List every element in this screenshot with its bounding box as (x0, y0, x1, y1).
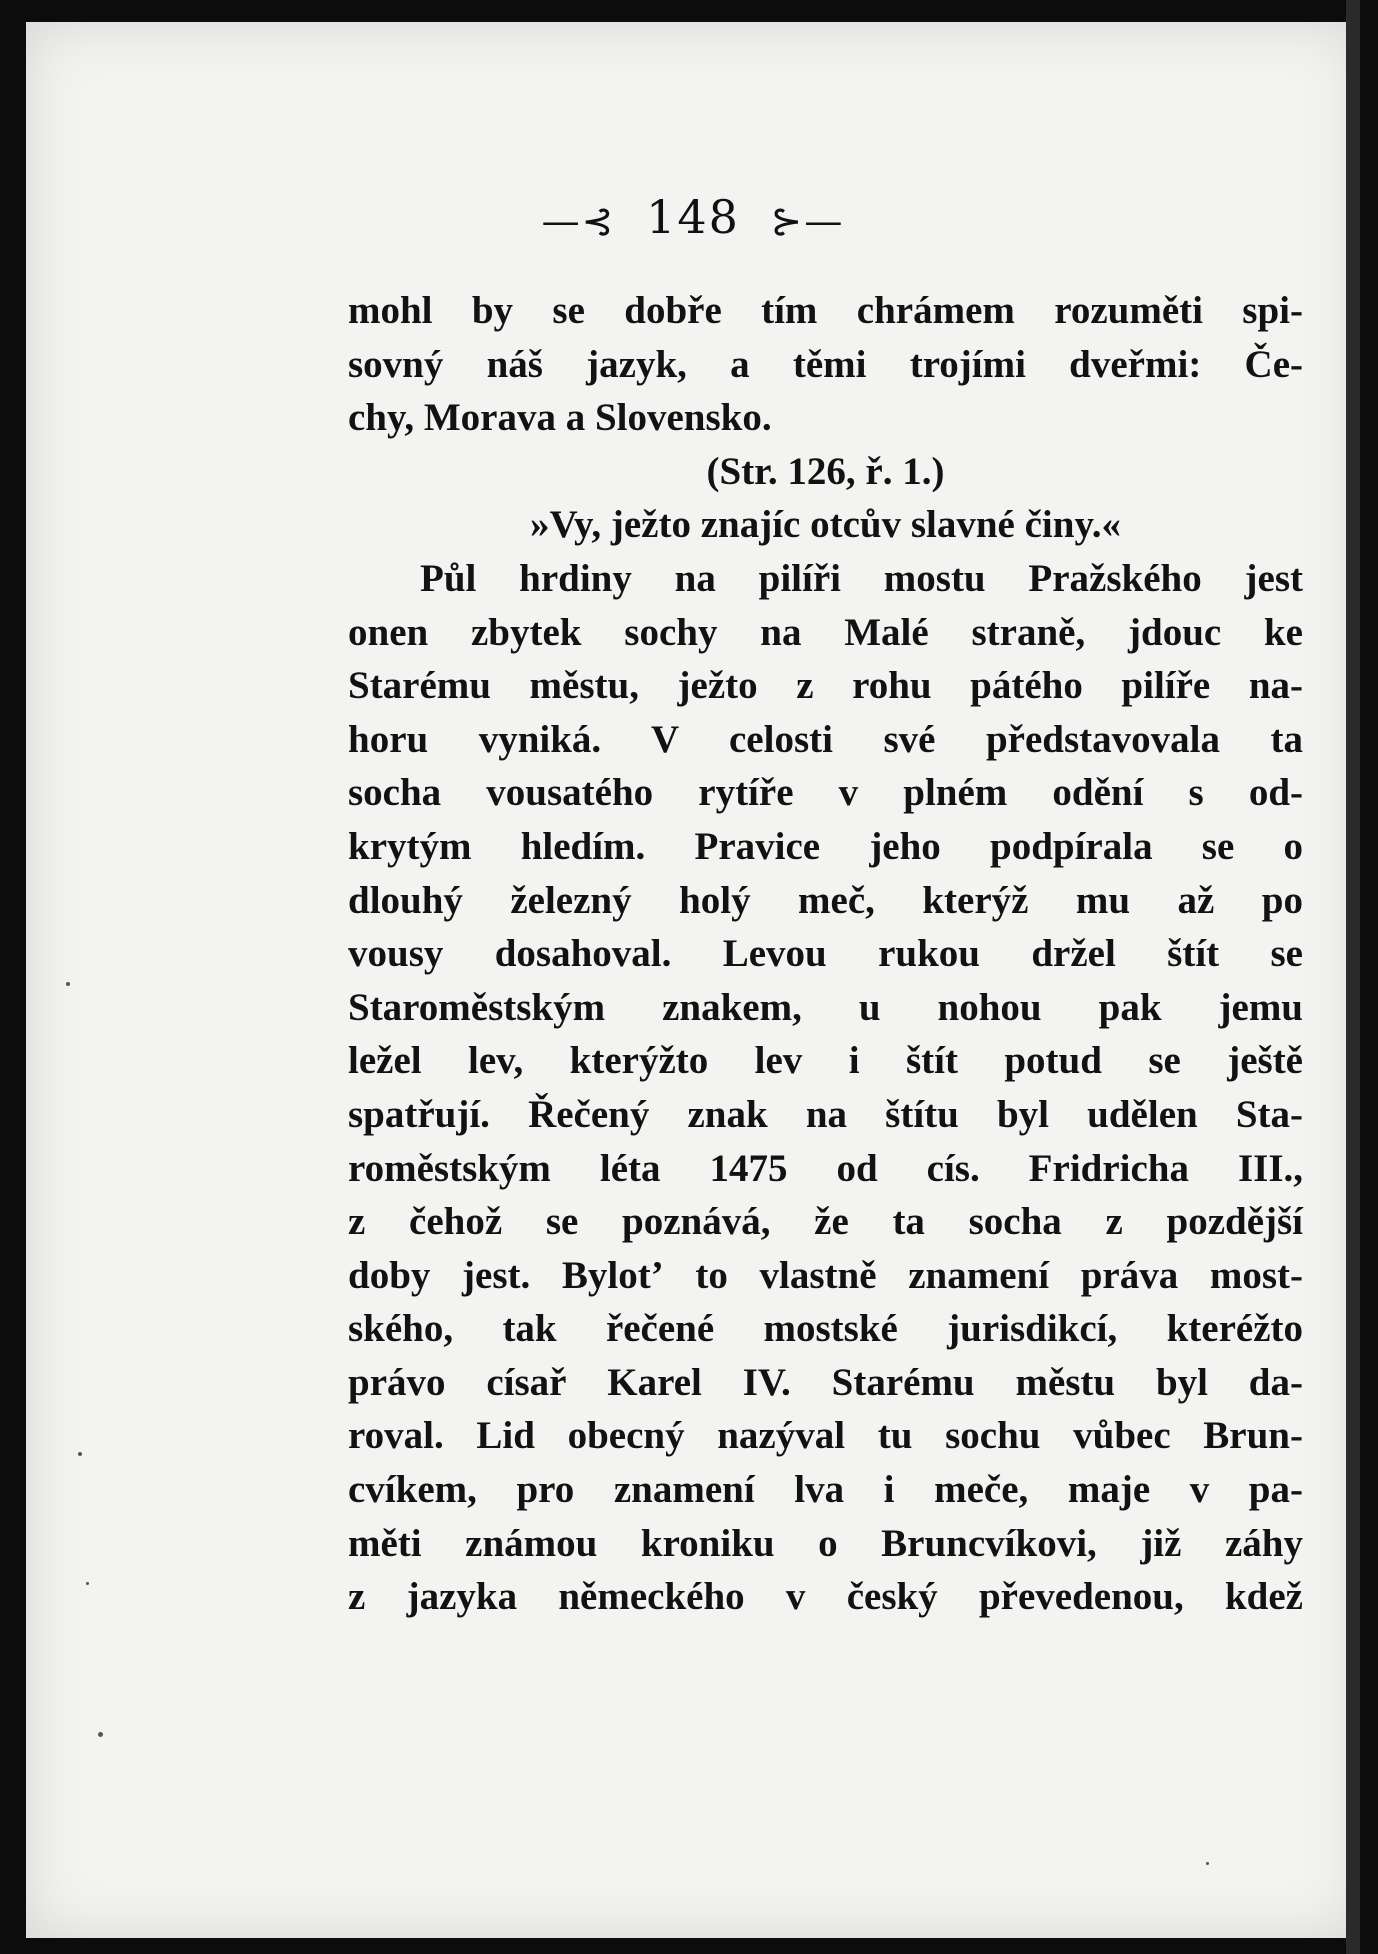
text-line: chy, Morava a Slovensko. (348, 396, 772, 440)
left-ornament-icon: —⊰ (541, 199, 616, 243)
text-line: ského, tak řečené mostské jurisdikcí, kteréžto (348, 1307, 1303, 1351)
text-line: roval. Lid obecný nazýval tu sochu vůbec Brun- (348, 1414, 1303, 1458)
text-line: dlouhý železný holý meč, kterýž mu až po (348, 878, 1303, 922)
text-line: cvíkem, pro znamení lva i meče, maje v pa- (348, 1468, 1303, 1512)
text-line: mohl by se dobře tím chrámem rozuměti spi- (348, 289, 1303, 332)
text-line: Půl hrdiny na pilíři mostu Pražského jest (420, 556, 1303, 600)
text-line: sovný náš jazyk, a těmi trojími dveřmi: Če- (348, 342, 1303, 386)
text-line: doby jest. Bylotʼ to vlastně znamení práva most- (348, 1253, 1303, 1297)
right-ornament-icon: ⊱— (770, 199, 845, 243)
text-line: onen zbytek sochy na Malé straně, jdouc ke (348, 610, 1303, 654)
page-number: 148 (646, 190, 740, 244)
text-line: roměstským léta 1475 od cís. Fridricha III., (348, 1146, 1303, 1190)
body-text (348, 284, 1303, 1624)
scan-edge (1346, 0, 1360, 1954)
reference-line: (Str. 126, ř. 1.) (706, 449, 945, 493)
speck (1206, 1862, 1209, 1865)
page-header (26, 190, 1360, 244)
text-line: horu vyniká. V celosti své představovala ta (348, 717, 1303, 761)
text-line: socha vousatého rytíře v plném odění s od- (348, 771, 1303, 815)
text-line: vousy dosahoval. Levou rukou držel štít se (348, 932, 1303, 976)
text-line: měti známou kroniku o Bruncvíkovi, již záhy (348, 1521, 1303, 1565)
speck (86, 1582, 89, 1585)
quote-line: »Vy, ježto znajíc otcův slavné činy.« (529, 503, 1122, 547)
text-line: ležel lev, kterýžto lev i štít potud se ještě (348, 1039, 1303, 1083)
text-line: krytým hledím. Pravice jeho podpírala se o (348, 824, 1303, 868)
speck (98, 1732, 103, 1737)
book-page (26, 22, 1360, 1938)
text-line: právo císař Karel IV. Starému městu byl da- (348, 1360, 1303, 1404)
text-line: z čehož se poznává, že ta socha z pozdější (348, 1200, 1303, 1244)
speck (66, 982, 70, 986)
text-line: spatřují. Řečený znak na štítu byl udělen Sta- (348, 1092, 1303, 1136)
speck (78, 1452, 82, 1456)
text-line: Staroměstským znakem, u nohou pak jemu (348, 985, 1303, 1029)
text-line: z jazyka německého v český převedenou, kdež (348, 1575, 1303, 1619)
text-line: Starému městu, ježto z rohu pátého pilíře na- (348, 664, 1303, 708)
